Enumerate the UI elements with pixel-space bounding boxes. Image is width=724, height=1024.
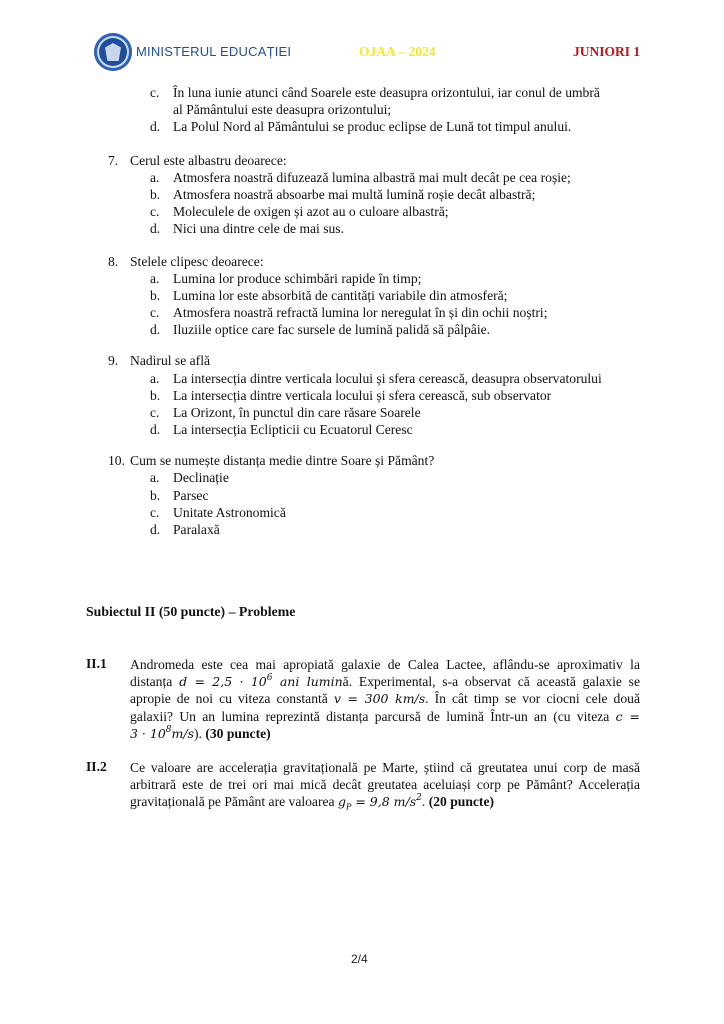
question-number: 7.	[108, 153, 119, 168]
ministry-crest-icon	[94, 33, 132, 71]
question-text: Nadirul se află	[130, 353, 211, 368]
option-text: La Polul Nord al Pământului se produc eclipse de Lună tot timpul anului.	[173, 119, 572, 134]
option-letter: d.	[150, 422, 161, 437]
option-letter: c.	[150, 204, 160, 219]
option-text: La intersecția Eclipticii cu Ecuatorul Ceresc	[173, 422, 413, 437]
option-letter: b.	[150, 187, 161, 202]
option-text: În luna iunie atunci când Soarele este deasupra orizontului, iar conul de umbră	[173, 85, 600, 100]
option-letter: c.	[150, 405, 160, 420]
option-letter: a.	[150, 470, 160, 485]
option-letter: b.	[150, 388, 161, 403]
option-text: Lumina lor este absorbită de cantități variabile din atmosferă;	[173, 288, 508, 303]
question-text: Stelele clipesc deoarece:	[130, 254, 264, 269]
option-letter: c.	[150, 85, 160, 100]
light-speed-formula: $3 \cdot 10^8m/s$	[130, 724, 194, 741]
option-text: Nici una dintre cele de mai sus.	[173, 221, 344, 236]
problem-text: Ce valoare are accelerația gravitațională pe Marte, știind că greutatea unui corp de masă arbitrară este de trei ori mai mică decât greutatea aceluiași corp pe Pământ? Accelerația gravitațională pe Pământ are valoarea $g_P = 9,8$ $m/s^2$. (20 puncte)	[130, 760, 640, 812]
option-letter: d.	[150, 119, 161, 134]
option-text: Atmosfera noastră absoarbe mai multă lumină roșie decât albastră;	[173, 187, 536, 202]
option-text: Moleculele de oxigen și azot au o culoare albastră;	[173, 204, 449, 219]
option-text: Unitate Astronomică	[173, 505, 286, 520]
option-text: Lumina lor produce schimbări rapide în timp;	[173, 271, 422, 286]
page-number: 2/4	[351, 952, 368, 966]
question-number: 10.	[108, 453, 125, 468]
contest-label: OJAA – 2024	[359, 44, 436, 59]
question-text: Cerul este albastru deoarece:	[130, 153, 287, 168]
problem-number: II.2	[86, 759, 107, 774]
option-letter: d.	[150, 522, 161, 537]
option-letter: a.	[150, 170, 160, 185]
points-label: (30 puncte)	[205, 725, 271, 741]
section-heading: Subiectul II (50 puncte) – Probleme	[86, 604, 296, 619]
option-text: La Orizont, în punctul din care răsare Soarele	[173, 405, 421, 420]
option-text: Iluziile optice care fac sursele de lumină palidă să pâlpâie.	[173, 322, 491, 337]
option-text: La intersecția dintre verticala locului și sfera cerească, sub observator	[173, 388, 552, 403]
distance-formula: $d = 2,5 \cdot 10^6$ ani lumin	[179, 673, 343, 690]
option-letter: b.	[150, 488, 161, 503]
problem-number: II.1	[86, 656, 107, 671]
option-text: La intersecția dintre verticala locului și sfera cerească, deasupra observatorului	[173, 371, 602, 386]
option-text: Atmosfera noastră difuzează lumina albastră mai mult decât pe cea roșie;	[173, 170, 571, 185]
option-letter: d.	[150, 322, 161, 337]
ministry-name: MINISTERUL EDUCAȚIEI	[136, 44, 292, 59]
gravity-formula: $g_P = 9,8$ $m/s^2$	[337, 793, 422, 812]
question-text: Cum se numește distanța medie dintre Soare și Pământ?	[130, 453, 435, 468]
option-letter: d.	[150, 221, 161, 236]
option-letter: a.	[150, 371, 160, 386]
option-text: al Pământului este deasupra orizontului;	[173, 102, 392, 117]
problem-text: Andromeda este cea mai apropiată galaxie de Calea Lactee, aflându-se aproximativ la distanța $d = 2,5 \cdot 10^6$ ani lumină. Experimental, s-a observat că această galaxie se apropie de noi cu viteza constantă v = 300 km/s. În cât timp se vor ciocni cele două galaxii? Un an lumina reprezintă distanța parcursă de lumină Într-un an (cu viteza c = $3 \cdot 10^8m/s$). (30 puncte)	[130, 657, 641, 741]
option-text: Parsec	[173, 488, 209, 503]
option-letter: b.	[150, 288, 161, 303]
option-text: Declinație	[173, 470, 229, 485]
category-label: JUNIORI 1	[573, 44, 641, 59]
option-letter: a.	[150, 271, 160, 286]
question-number: 8.	[108, 254, 119, 269]
option-letter: c.	[150, 305, 160, 320]
velocity-formula: v = 300 km/s	[333, 691, 426, 707]
option-text: Atmosfera noastră refractă lumina lor neregulat în și din ochii noștri;	[173, 305, 548, 320]
question-number: 9.	[108, 353, 119, 368]
option-letter: c.	[150, 505, 160, 520]
option-text: Paralaxă	[173, 522, 220, 537]
points-label: (20 puncte)	[428, 794, 495, 810]
